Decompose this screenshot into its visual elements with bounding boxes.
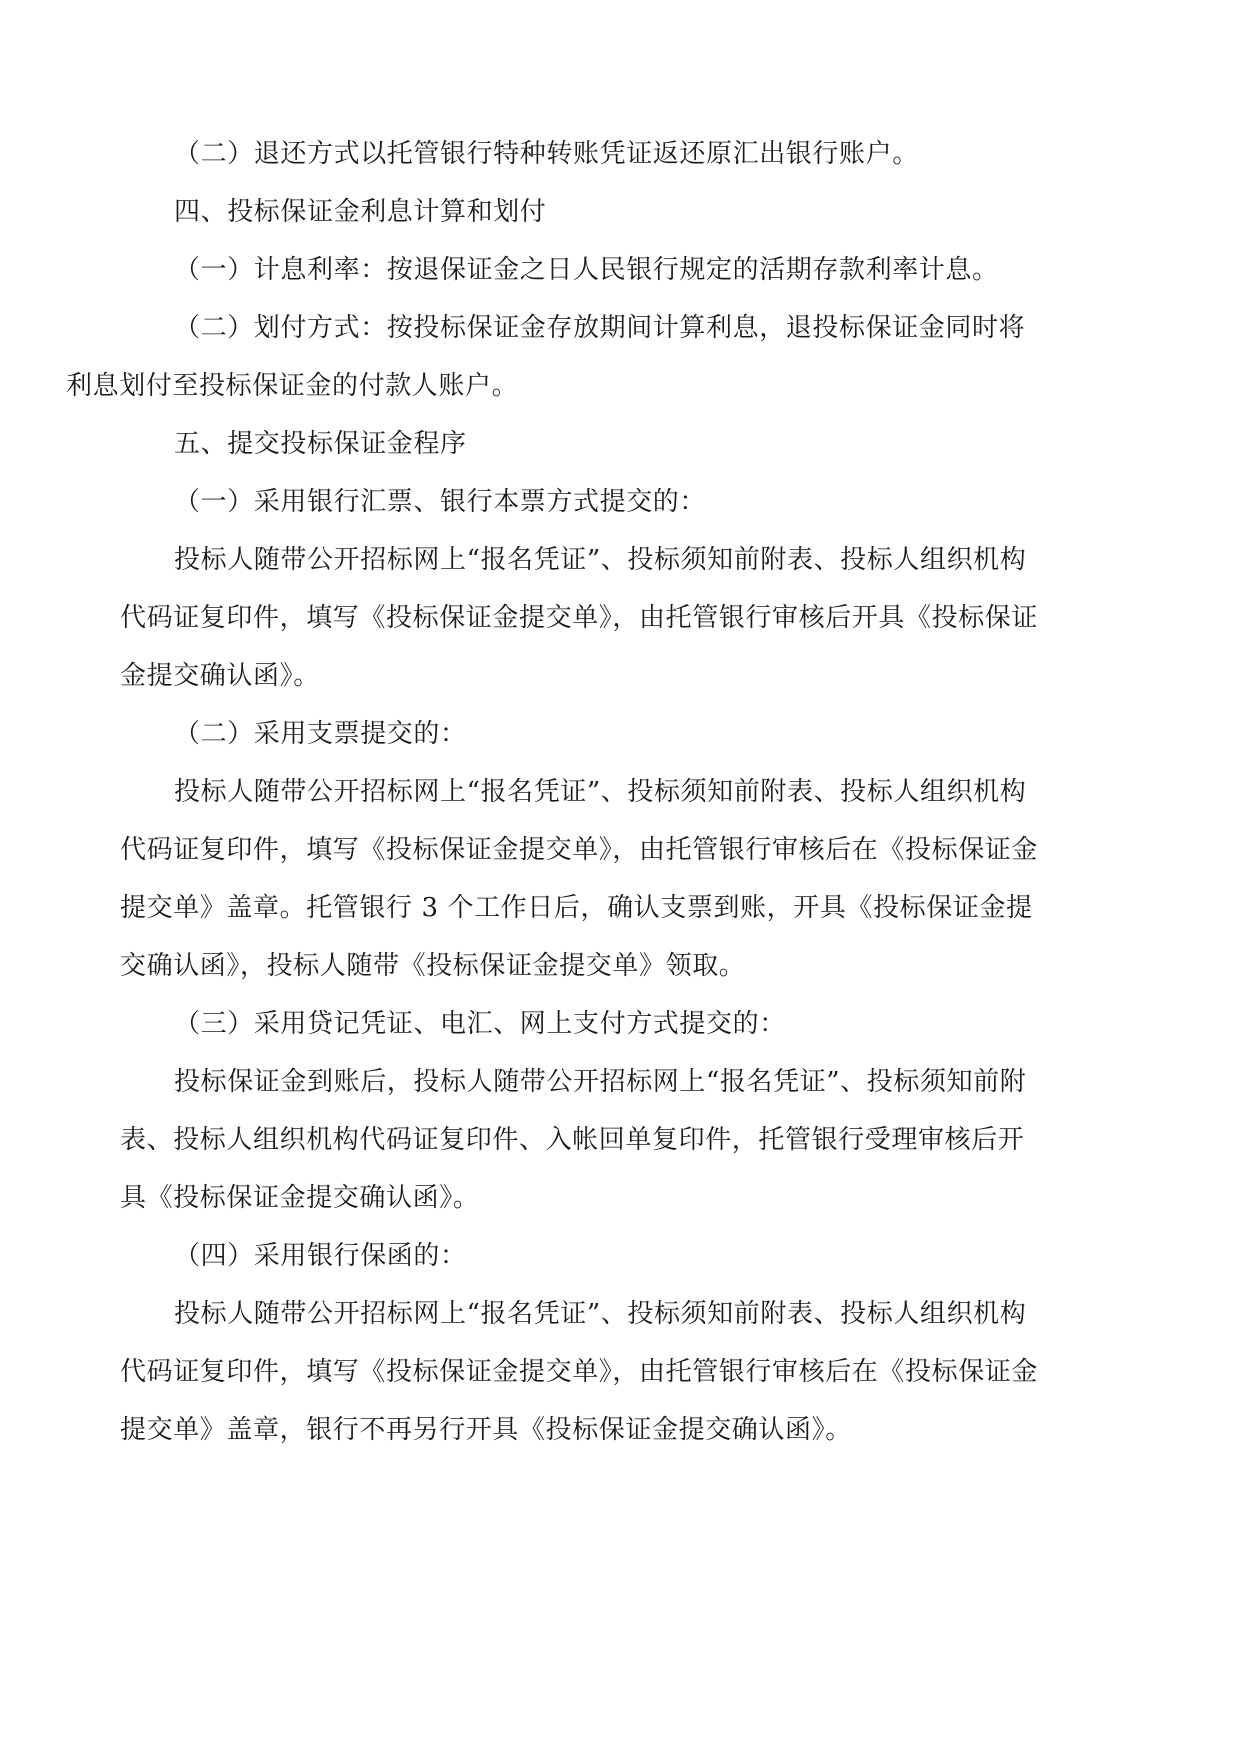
text-line: 四、投标保证金利息计算和划付 [174, 197, 547, 227]
paragraph-credit-voucher-subheading [120, 995, 1120, 1053]
paragraph-payment-method-2 [66, 299, 1120, 415]
paragraph-bank-guarantee-body [120, 1285, 1120, 1459]
text-line: （一）计息利率：按退保证金之日人民银行规定的活期存款利率计息。 [174, 255, 999, 285]
text-line: （二）退还方式以托管银行特种转账凭证返还原汇出银行账户。 [174, 139, 919, 169]
text-line: 代码证复印件，填写《投标保证金提交单》，由托管银行审核后在《投标保证金 [120, 835, 1039, 865]
paragraph-cheque-body [120, 763, 1120, 995]
text-line: 五、提交投标保证金程序 [174, 429, 467, 459]
paragraph-section-4-heading [120, 183, 1120, 241]
paragraph-credit-voucher-body [120, 1053, 1120, 1227]
document-body [66, 125, 1120, 1459]
text-line: （一）采用银行汇票、银行本票方式提交的： [174, 487, 707, 517]
text-line: 提交单》盖章。托管银行 3 个工作日后，确认支票到账，开具《投标保证金提 [120, 893, 1033, 923]
text-line: 代码证复印件，填写《投标保证金提交单》，由托管银行审核后在《投标保证金 [120, 1357, 1039, 1387]
paragraph-bank-draft-subheading [120, 473, 1120, 531]
paragraph-interest-rate-1 [120, 241, 1120, 299]
text-line: 投标人随带公开招标网上“报名凭证”、投标须知前附表、投标人组织机构 [174, 1299, 1027, 1329]
text-line: 利息划付至投标保证金的付款人账户。 [66, 371, 519, 401]
paragraph-bank-guarantee-subheading [120, 1227, 1120, 1285]
paragraph-bank-draft-body [120, 531, 1120, 705]
text-line: 表、投标人组织机构代码证复印件、入帐回单复印件，托管银行受理审核后开 [120, 1125, 1025, 1155]
text-line: 投标保证金到账后，投标人随带公开招标网上“报名凭证”、投标须知前附 [174, 1067, 1027, 1097]
paragraph-refund-method-2 [120, 125, 1120, 183]
text-line: 具《投标保证金提交确认函》。 [120, 1183, 480, 1213]
text-line: （二）采用支票提交的： [174, 719, 467, 749]
text-line: （三）采用贷记凭证、电汇、网上支付方式提交的： [174, 1009, 786, 1039]
text-line: 代码证复印件，填写《投标保证金提交单》，由托管银行审核后开具《投标保证 [120, 603, 1039, 633]
text-line: 提交单》盖章，银行不再另行开具《投标保证金提交确认函》。 [120, 1415, 852, 1445]
text-line: （二）划付方式：按投标保证金存放期间计算利息，退投标保证金同时将 [174, 313, 1026, 343]
paragraph-cheque-subheading [120, 705, 1120, 763]
text-line: （四）采用银行保函的： [174, 1241, 467, 1271]
paragraph-section-5-heading [120, 415, 1120, 473]
text-line: 投标人随带公开招标网上“报名凭证”、投标须知前附表、投标人组织机构 [174, 777, 1027, 807]
text-line: 投标人随带公开招标网上“报名凭证”、投标须知前附表、投标人组织机构 [174, 545, 1027, 575]
text-line: 交确认函》，投标人随带《投标保证金提交单》领取。 [120, 951, 746, 981]
text-line: 金提交确认函》。 [120, 661, 320, 691]
